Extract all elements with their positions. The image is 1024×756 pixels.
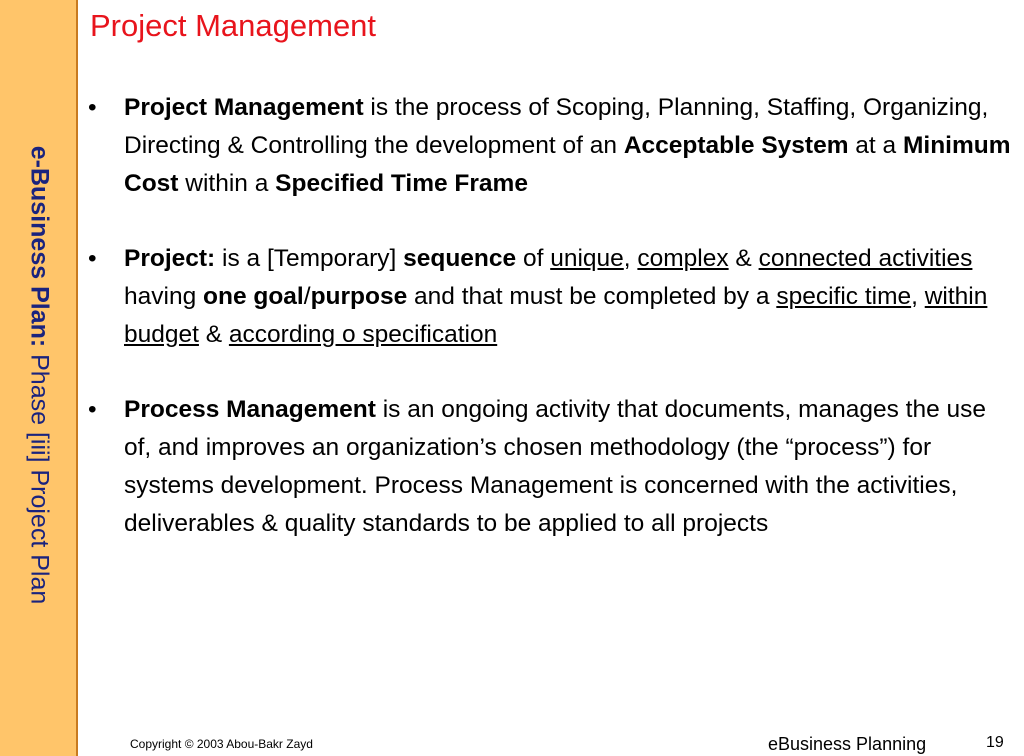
bullet-text-segment: having <box>124 283 204 310</box>
bullet-text-segment: at a <box>848 132 903 159</box>
bullet-text-segment: is an ongoing activity that documents, manages the use of, and improves an organization’s chosen methodology (the “process”) for systems development. Process Management is concerned with the activities, deliverables & quality standards to be applied to all projects <box>124 396 987 537</box>
bullet-text-segment: purpose <box>310 283 408 310</box>
bullet-text-segment: / <box>303 283 311 310</box>
bullet-text-segment: is a [Temporary] <box>215 245 404 272</box>
copyright: Copyright © 2003 Abou-Bakr Zayd <box>130 737 313 751</box>
bullet-item <box>82 240 1017 354</box>
footer-course: eBusiness Planning <box>768 734 927 754</box>
bullet-text-segment: Process Management <box>124 396 376 423</box>
bullet-text-segment: of <box>516 245 551 272</box>
bullet-text-segment: Acceptable System <box>623 132 849 159</box>
bullet-item <box>82 391 1017 543</box>
bullet-text-segment: , <box>623 245 638 272</box>
bullet-text-segment: , <box>911 283 925 310</box>
bullet-text-segment: is the process of Scoping, Planning, Staffing, Organizing, Directing & Controlling the development of an <box>124 94 989 159</box>
bullet-item <box>82 89 1017 203</box>
sidebar-title <box>25 146 54 605</box>
bullet-text-segment: specific time <box>776 283 912 310</box>
bullet-text-segment: Project: <box>124 245 216 272</box>
bullet-text-segment: connected activities <box>758 245 973 272</box>
bullet-text-segment: within budget <box>124 283 988 348</box>
sidebar-title-rest: Phase [iii] Project Plan <box>25 347 54 605</box>
bullet-text-segment: complex <box>637 245 729 272</box>
bullet-text-segment: according o specification <box>228 321 498 348</box>
sidebar <box>0 0 78 756</box>
bullet-marker: • <box>88 245 97 272</box>
bullet-text-segment: Minimum Cost <box>124 132 1011 197</box>
slide-title: Project Management <box>90 8 377 43</box>
bullet-text-segment: Specified Time Frame <box>275 170 528 197</box>
bullet-marker: • <box>88 396 97 423</box>
bullet-text-segment: unique <box>550 245 624 272</box>
bullet-text-segment: Project Management <box>124 94 364 121</box>
bullet-text-segment: sequence <box>403 245 517 272</box>
bullet-text-segment: within a <box>178 170 276 197</box>
bullet-marker: • <box>88 94 97 121</box>
bullet-text-segment: one goal <box>203 283 304 310</box>
page-number: 19 <box>986 734 1004 751</box>
bullet-text-segment: & <box>198 321 229 348</box>
bullet-list <box>82 89 1017 543</box>
bullet-text-segment: and that must be completed by a <box>407 283 777 310</box>
bullet-text-segment: & <box>728 245 759 272</box>
sidebar-title-bold: e-Business Plan: <box>25 145 54 348</box>
